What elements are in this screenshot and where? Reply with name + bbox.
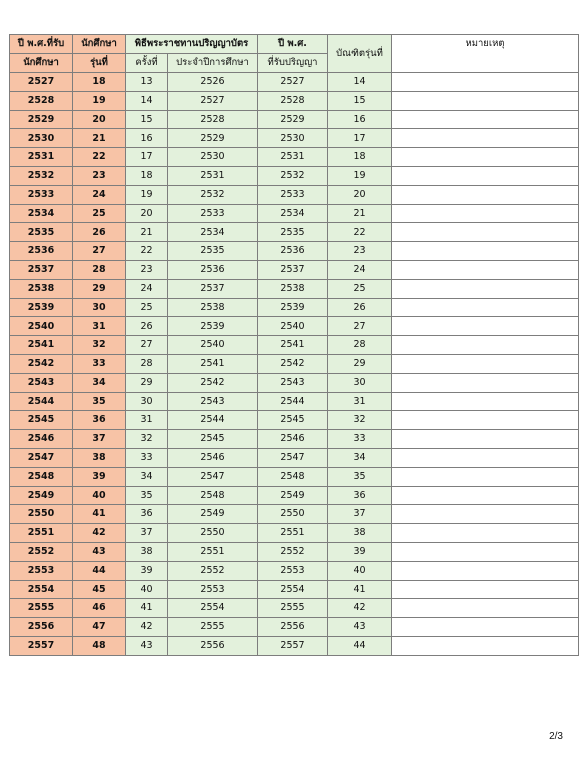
cell-grad-year: 2529 xyxy=(258,110,328,129)
cell-ceremony-year: 2550 xyxy=(168,524,258,543)
table-row xyxy=(10,392,579,411)
cell-grad-year: 2538 xyxy=(258,279,328,298)
cell-remarks xyxy=(392,91,579,110)
cell-student-gen: 18 xyxy=(73,73,126,92)
cell-ceremony-year: 2547 xyxy=(168,467,258,486)
cell-grad-year: 2549 xyxy=(258,486,328,505)
cell-student-gen: 45 xyxy=(73,580,126,599)
cell-student-gen: 39 xyxy=(73,467,126,486)
table-row xyxy=(10,636,579,655)
cell-enroll-year: 2543 xyxy=(10,373,73,392)
table-row xyxy=(10,373,579,392)
header-ceremony-year: ประจำปีการศึกษา xyxy=(168,54,258,73)
cell-remarks xyxy=(392,166,579,185)
cell-grad-year: 2546 xyxy=(258,430,328,449)
table-row xyxy=(10,618,579,637)
table-row xyxy=(10,260,579,279)
cell-grad-year: 2543 xyxy=(258,373,328,392)
cell-student-gen: 26 xyxy=(73,223,126,242)
cell-graduate-gen: 31 xyxy=(328,392,392,411)
table-row xyxy=(10,336,579,355)
cell-graduate-gen: 18 xyxy=(328,148,392,167)
cell-ceremony-times: 29 xyxy=(126,373,168,392)
cell-ceremony-times: 24 xyxy=(126,279,168,298)
cell-remarks xyxy=(392,242,579,261)
cell-ceremony-year: 2556 xyxy=(168,636,258,655)
cell-enroll-year: 2552 xyxy=(10,542,73,561)
table-row xyxy=(10,129,579,148)
cell-ceremony-times: 33 xyxy=(126,448,168,467)
cell-ceremony-times: 27 xyxy=(126,336,168,355)
cell-enroll-year: 2529 xyxy=(10,110,73,129)
table-row xyxy=(10,542,579,561)
cell-ceremony-times: 18 xyxy=(126,166,168,185)
cell-ceremony-times: 30 xyxy=(126,392,168,411)
cell-enroll-year: 2551 xyxy=(10,524,73,543)
table-row xyxy=(10,73,579,92)
header-ceremony-times: ครั้งที่ xyxy=(126,54,168,73)
cell-remarks xyxy=(392,373,579,392)
cell-ceremony-year: 2531 xyxy=(168,166,258,185)
cell-ceremony-times: 32 xyxy=(126,430,168,449)
cell-student-gen: 29 xyxy=(73,279,126,298)
cell-student-gen: 25 xyxy=(73,204,126,223)
page-number: 2/3 xyxy=(549,731,563,742)
cell-remarks xyxy=(392,129,579,148)
cell-grad-year: 2552 xyxy=(258,542,328,561)
cell-grad-year: 2554 xyxy=(258,580,328,599)
cell-grad-year: 2555 xyxy=(258,599,328,618)
cell-ceremony-year: 2552 xyxy=(168,561,258,580)
cell-enroll-year: 2532 xyxy=(10,166,73,185)
cell-ceremony-times: 13 xyxy=(126,73,168,92)
cell-student-gen: 46 xyxy=(73,599,126,618)
cell-ceremony-year: 2528 xyxy=(168,110,258,129)
cell-enroll-year: 2542 xyxy=(10,354,73,373)
cell-student-gen: 19 xyxy=(73,91,126,110)
cell-grad-year: 2528 xyxy=(258,91,328,110)
table-body xyxy=(10,73,579,656)
cell-ceremony-year: 2530 xyxy=(168,148,258,167)
table-row xyxy=(10,242,579,261)
cell-remarks xyxy=(392,260,579,279)
cell-graduate-gen: 38 xyxy=(328,524,392,543)
cell-ceremony-year: 2544 xyxy=(168,411,258,430)
table-row xyxy=(10,524,579,543)
cell-enroll-year: 2554 xyxy=(10,580,73,599)
cell-grad-year: 2533 xyxy=(258,185,328,204)
cell-graduate-gen: 37 xyxy=(328,505,392,524)
cell-ceremony-times: 22 xyxy=(126,242,168,261)
cell-ceremony-times: 26 xyxy=(126,317,168,336)
cell-enroll-year: 2548 xyxy=(10,467,73,486)
cell-student-gen: 43 xyxy=(73,542,126,561)
cell-ceremony-year: 2526 xyxy=(168,73,258,92)
cell-enroll-year: 2550 xyxy=(10,505,73,524)
cell-ceremony-year: 2540 xyxy=(168,336,258,355)
header-student-gen-line1: นักศึกษา xyxy=(73,35,126,54)
header-student-gen-line2: รุ่นที่ xyxy=(73,54,126,73)
cell-grad-year: 2551 xyxy=(258,524,328,543)
table-row xyxy=(10,148,579,167)
cell-grad-year: 2557 xyxy=(258,636,328,655)
cell-enroll-year: 2528 xyxy=(10,91,73,110)
cell-grad-year: 2548 xyxy=(258,467,328,486)
table-row xyxy=(10,317,579,336)
cell-student-gen: 35 xyxy=(73,392,126,411)
cell-grad-year: 2550 xyxy=(258,505,328,524)
cell-remarks xyxy=(392,392,579,411)
cell-grad-year: 2532 xyxy=(258,166,328,185)
cell-graduate-gen: 39 xyxy=(328,542,392,561)
cell-ceremony-times: 31 xyxy=(126,411,168,430)
cell-enroll-year: 2544 xyxy=(10,392,73,411)
cell-remarks xyxy=(392,542,579,561)
cell-graduate-gen: 32 xyxy=(328,411,392,430)
cell-remarks xyxy=(392,148,579,167)
cell-enroll-year: 2530 xyxy=(10,129,73,148)
table-row xyxy=(10,448,579,467)
cell-ceremony-times: 35 xyxy=(126,486,168,505)
cell-ceremony-times: 21 xyxy=(126,223,168,242)
table-row xyxy=(10,430,579,449)
cell-enroll-year: 2538 xyxy=(10,279,73,298)
cell-enroll-year: 2537 xyxy=(10,260,73,279)
cell-remarks xyxy=(392,354,579,373)
table-row xyxy=(10,580,579,599)
cell-enroll-year: 2535 xyxy=(10,223,73,242)
cell-enroll-year: 2536 xyxy=(10,242,73,261)
cell-student-gen: 48 xyxy=(73,636,126,655)
cell-student-gen: 30 xyxy=(73,298,126,317)
table-row xyxy=(10,298,579,317)
cell-ceremony-year: 2534 xyxy=(168,223,258,242)
cell-ceremony-year: 2538 xyxy=(168,298,258,317)
cell-student-gen: 44 xyxy=(73,561,126,580)
header-remarks: หมายเหตุ xyxy=(392,35,579,73)
cell-graduate-gen: 40 xyxy=(328,561,392,580)
cell-enroll-year: 2541 xyxy=(10,336,73,355)
cell-student-gen: 38 xyxy=(73,448,126,467)
cell-graduate-gen: 24 xyxy=(328,260,392,279)
cell-ceremony-times: 43 xyxy=(126,636,168,655)
cell-graduate-gen: 41 xyxy=(328,580,392,599)
cell-graduate-gen: 43 xyxy=(328,618,392,637)
cell-graduate-gen: 21 xyxy=(328,204,392,223)
table-row xyxy=(10,599,579,618)
cell-ceremony-year: 2535 xyxy=(168,242,258,261)
cell-student-gen: 40 xyxy=(73,486,126,505)
cell-student-gen: 21 xyxy=(73,129,126,148)
cell-enroll-year: 2546 xyxy=(10,430,73,449)
header-graduate-gen: บัณฑิตรุ่นที่ xyxy=(328,35,392,73)
cell-ceremony-times: 36 xyxy=(126,505,168,524)
table-row xyxy=(10,110,579,129)
cell-ceremony-times: 17 xyxy=(126,148,168,167)
cell-grad-year: 2541 xyxy=(258,336,328,355)
cell-ceremony-year: 2545 xyxy=(168,430,258,449)
cell-remarks xyxy=(392,486,579,505)
cell-student-gen: 32 xyxy=(73,336,126,355)
cell-enroll-year: 2545 xyxy=(10,411,73,430)
cell-student-gen: 36 xyxy=(73,411,126,430)
cell-ceremony-times: 19 xyxy=(126,185,168,204)
cell-remarks xyxy=(392,110,579,129)
cell-ceremony-times: 39 xyxy=(126,561,168,580)
cell-student-gen: 28 xyxy=(73,260,126,279)
cell-grad-year: 2537 xyxy=(258,260,328,279)
cell-student-gen: 37 xyxy=(73,430,126,449)
cell-graduate-gen: 30 xyxy=(328,373,392,392)
cell-grad-year: 2544 xyxy=(258,392,328,411)
cell-student-gen: 27 xyxy=(73,242,126,261)
cell-grad-year: 2540 xyxy=(258,317,328,336)
cell-graduate-gen: 42 xyxy=(328,599,392,618)
cell-ceremony-times: 42 xyxy=(126,618,168,637)
cell-remarks xyxy=(392,467,579,486)
cell-ceremony-year: 2549 xyxy=(168,505,258,524)
table-row xyxy=(10,411,579,430)
cell-grad-year: 2539 xyxy=(258,298,328,317)
cell-remarks xyxy=(392,448,579,467)
cell-ceremony-year: 2527 xyxy=(168,91,258,110)
cell-enroll-year: 2533 xyxy=(10,185,73,204)
table-row xyxy=(10,91,579,110)
cell-ceremony-year: 2551 xyxy=(168,542,258,561)
cell-student-gen: 20 xyxy=(73,110,126,129)
cell-ceremony-year: 2541 xyxy=(168,354,258,373)
cell-graduate-gen: 33 xyxy=(328,430,392,449)
cell-graduate-gen: 26 xyxy=(328,298,392,317)
cell-graduate-gen: 25 xyxy=(328,279,392,298)
cell-remarks xyxy=(392,336,579,355)
cell-ceremony-year: 2555 xyxy=(168,618,258,637)
cell-student-gen: 42 xyxy=(73,524,126,543)
header-enroll-year-line2: นักศึกษา xyxy=(10,54,73,73)
cell-enroll-year: 2555 xyxy=(10,599,73,618)
cell-enroll-year: 2534 xyxy=(10,204,73,223)
cell-grad-year: 2530 xyxy=(258,129,328,148)
cell-remarks xyxy=(392,204,579,223)
cell-remarks xyxy=(392,279,579,298)
cell-remarks xyxy=(392,561,579,580)
table-row xyxy=(10,166,579,185)
cell-ceremony-times: 41 xyxy=(126,599,168,618)
cell-student-gen: 22 xyxy=(73,148,126,167)
cell-grad-year: 2547 xyxy=(258,448,328,467)
cell-ceremony-year: 2548 xyxy=(168,486,258,505)
cell-grad-year: 2545 xyxy=(258,411,328,430)
cell-ceremony-times: 38 xyxy=(126,542,168,561)
header-ceremony: พิธีพระราชทานปริญญาบัตร xyxy=(126,35,258,54)
cell-graduate-gen: 14 xyxy=(328,73,392,92)
cell-graduate-gen: 36 xyxy=(328,486,392,505)
cell-ceremony-year: 2553 xyxy=(168,580,258,599)
table-row xyxy=(10,505,579,524)
cell-remarks xyxy=(392,298,579,317)
cell-student-gen: 47 xyxy=(73,618,126,637)
cell-remarks xyxy=(392,411,579,430)
cell-remarks xyxy=(392,580,579,599)
cell-remarks xyxy=(392,73,579,92)
cell-ceremony-times: 25 xyxy=(126,298,168,317)
cell-graduate-gen: 34 xyxy=(328,448,392,467)
cell-ceremony-year: 2542 xyxy=(168,373,258,392)
cell-ceremony-year: 2529 xyxy=(168,129,258,148)
cell-ceremony-times: 34 xyxy=(126,467,168,486)
header-grad-year-line1: ปี พ.ศ. xyxy=(258,35,328,54)
cell-enroll-year: 2547 xyxy=(10,448,73,467)
cell-remarks xyxy=(392,505,579,524)
cell-graduate-gen: 22 xyxy=(328,223,392,242)
cell-graduate-gen: 29 xyxy=(328,354,392,373)
cell-graduate-gen: 16 xyxy=(328,110,392,129)
cell-graduate-gen: 28 xyxy=(328,336,392,355)
table-row xyxy=(10,279,579,298)
cell-grad-year: 2556 xyxy=(258,618,328,637)
cell-graduate-gen: 27 xyxy=(328,317,392,336)
graduation-table xyxy=(9,34,579,656)
cell-student-gen: 24 xyxy=(73,185,126,204)
cell-graduate-gen: 15 xyxy=(328,91,392,110)
cell-ceremony-year: 2536 xyxy=(168,260,258,279)
cell-enroll-year: 2549 xyxy=(10,486,73,505)
cell-remarks xyxy=(392,185,579,204)
cell-student-gen: 34 xyxy=(73,373,126,392)
table-row xyxy=(10,223,579,242)
cell-student-gen: 23 xyxy=(73,166,126,185)
cell-ceremony-times: 16 xyxy=(126,129,168,148)
cell-enroll-year: 2557 xyxy=(10,636,73,655)
table-row xyxy=(10,561,579,580)
cell-grad-year: 2534 xyxy=(258,204,328,223)
cell-enroll-year: 2553 xyxy=(10,561,73,580)
header-grad-year-line2: ที่รับปริญญา xyxy=(258,54,328,73)
cell-remarks xyxy=(392,430,579,449)
cell-graduate-gen: 44 xyxy=(328,636,392,655)
cell-graduate-gen: 23 xyxy=(328,242,392,261)
cell-graduate-gen: 19 xyxy=(328,166,392,185)
cell-enroll-year: 2539 xyxy=(10,298,73,317)
cell-remarks xyxy=(392,599,579,618)
cell-ceremony-times: 15 xyxy=(126,110,168,129)
cell-ceremony-times: 37 xyxy=(126,524,168,543)
cell-graduate-gen: 35 xyxy=(328,467,392,486)
cell-ceremony-times: 28 xyxy=(126,354,168,373)
cell-grad-year: 2553 xyxy=(258,561,328,580)
cell-student-gen: 41 xyxy=(73,505,126,524)
cell-ceremony-year: 2537 xyxy=(168,279,258,298)
cell-ceremony-year: 2539 xyxy=(168,317,258,336)
cell-ceremony-times: 23 xyxy=(126,260,168,279)
cell-grad-year: 2531 xyxy=(258,148,328,167)
cell-ceremony-times: 40 xyxy=(126,580,168,599)
cell-grad-year: 2535 xyxy=(258,223,328,242)
cell-grad-year: 2527 xyxy=(258,73,328,92)
cell-remarks xyxy=(392,636,579,655)
cell-ceremony-year: 2532 xyxy=(168,185,258,204)
cell-ceremony-year: 2554 xyxy=(168,599,258,618)
cell-graduate-gen: 20 xyxy=(328,185,392,204)
cell-ceremony-times: 14 xyxy=(126,91,168,110)
cell-ceremony-year: 2543 xyxy=(168,392,258,411)
cell-remarks xyxy=(392,524,579,543)
cell-enroll-year: 2531 xyxy=(10,148,73,167)
cell-grad-year: 2536 xyxy=(258,242,328,261)
header-enroll-year-line1: ปี พ.ศ.ที่รับ xyxy=(10,35,73,54)
cell-grad-year: 2542 xyxy=(258,354,328,373)
cell-student-gen: 33 xyxy=(73,354,126,373)
cell-ceremony-year: 2533 xyxy=(168,204,258,223)
cell-student-gen: 31 xyxy=(73,317,126,336)
table-row xyxy=(10,486,579,505)
table-row xyxy=(10,354,579,373)
cell-ceremony-times: 20 xyxy=(126,204,168,223)
cell-enroll-year: 2527 xyxy=(10,73,73,92)
cell-remarks xyxy=(392,618,579,637)
table-header xyxy=(10,35,579,73)
table-row xyxy=(10,467,579,486)
cell-remarks xyxy=(392,317,579,336)
cell-graduate-gen: 17 xyxy=(328,129,392,148)
table-row xyxy=(10,185,579,204)
cell-enroll-year: 2540 xyxy=(10,317,73,336)
table-row xyxy=(10,204,579,223)
cell-remarks xyxy=(392,223,579,242)
cell-enroll-year: 2556 xyxy=(10,618,73,637)
cell-ceremony-year: 2546 xyxy=(168,448,258,467)
